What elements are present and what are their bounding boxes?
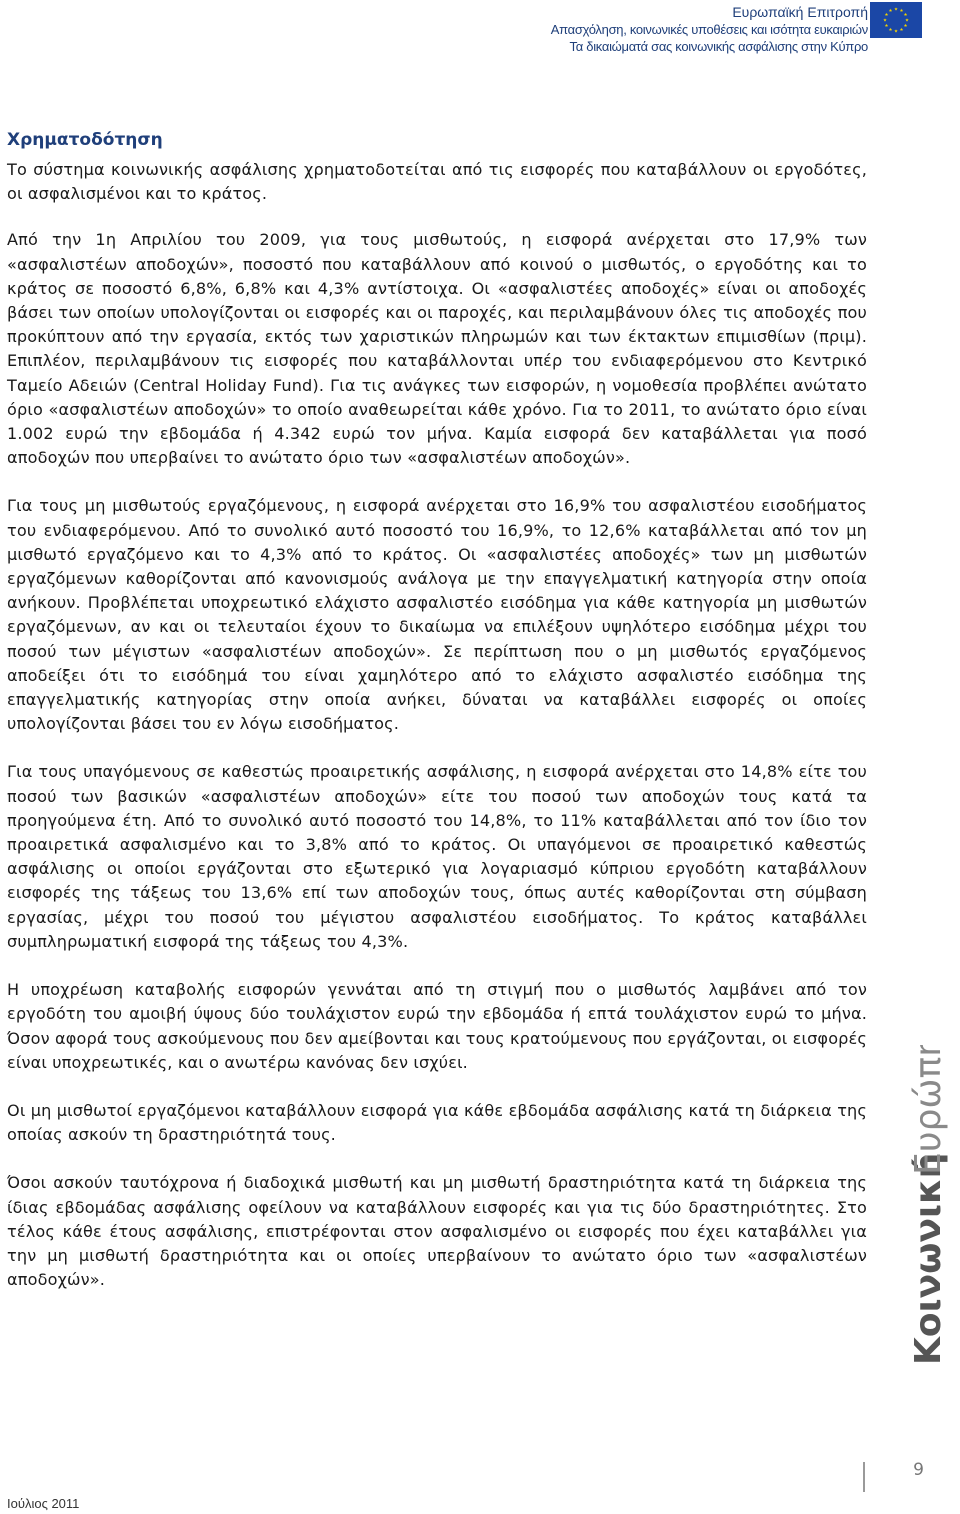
footer-date: Ιούλιος 2011 xyxy=(7,1496,80,1511)
footer-divider-graphic xyxy=(862,1462,866,1492)
paragraph-obligation: Η υποχρέωση καταβολής εισφορών γεννάται από τη στιγμή που ο μισθωτός λαμβάνει από τον εργοδότη του αμοιβή ύψους δύο τουλάχιστον ευρώ την εβδομάδα ή επτά τουλάχιστον ευρώ το μήνα. Όσον αφορά τους ασκούμενους που δεν αμείβονται και τους κρατούμενους που εργάζονται, οι εισφορές είναι υποχρεωτικές, και ο ανωτέρω κανόνας δεν ισχύει. xyxy=(7,980,867,1072)
header-organization: Ευρωπαϊκή Επιτροπή xyxy=(732,4,868,20)
eu-flag-graphic xyxy=(870,2,922,38)
eu-flag-icon xyxy=(870,2,922,38)
side-title-word-europe: Ευρώπη xyxy=(908,1045,949,1175)
header-document-title: Τα δικαιώματά σας κοινωνικής ασφάλισης στην Κύπρο xyxy=(569,39,868,54)
header-directorate: Απασχόληση, κοινωνικές υποθέσεις και ισότητα ευκαιριών xyxy=(550,22,868,37)
paragraph-self-employed-weekly: Οι μη μισθωτοί εργαζόμενοι καταβάλλουν εισφορά για κάθε εβδομάδα ασφάλισης κατά τη διάρκεια της οποίας ασκούν τη δραστηριότητά τους. xyxy=(7,1100,867,1145)
paragraph-dual-activity: Όσοι ασκούν ταυτόχρονα ή διαδοχικά μισθωτή και μη μισθωτή δραστηριότητα κατά τη διάρκεια της ίδιας εβδομάδας ασφάλισης οφείλουν να καταβάλλουν εισφορές και για τις δύο δραστηριότητες. Στο τέλος κάθε έτους ασφάλισης, επιστρέφονται στον ασφαλισμένο οι εισφορές που έχει καταβάλλει για την μη μισθωτή δραστηριότητα και οι οποίες υπερβαίνουν το ανώτατο όριο των «ασφαλιστέων αποδοχών». xyxy=(7,1173,867,1290)
side-title-word-social: Κοινωνική xyxy=(908,1152,949,1365)
paragraph-voluntary-insurance: Για τους υπαγόμενους σε καθεστώς προαιρετικής ασφάλισης, η εισφορά ανέρχεται στο 14,8% είτε του ποσού των βασικών «ασφαλιστέων αποδοχών» είτε του ποσού των αποδοχών τους κατά τα προηγούμενα έτη. Από το συνολικό αυτό ποσοστό του 14,8%, το 11% καταβάλλεται από τον ίδιο τον προαιρετικά ασφαλισμένο και το 3,8% από το κράτος. Οι υπαγόμενοι σε προαιρετικό καθεστώς ασφάλισης οι οποίοι εργάζονται στο εξωτερικό για λογαριασμό κύπριου εργοδότη καταβάλλουν εισφορές της τάξεως του 13,6% επί των αποδοχών τους, όπως αυτές καθορίζονται στη σύμβαση εργασίας, μέχρι του ποσού του μέγιστου ασφαλιστέου εισοδήματος. Το κράτος καταβάλλει συμπληρωματική εισφορά της τάξεως του 4,3%. xyxy=(7,762,867,951)
page-number: 9 xyxy=(913,1460,924,1480)
footer-divider xyxy=(862,1462,866,1492)
side-title xyxy=(870,1045,950,1365)
paragraph-employees: Από την 1η Απριλίου του 2009, για τους μισθωτούς, η εισφορά ανέρχεται στο 17,9% των «ασφαλιστέων αποδοχών», ποσοστό που καταβάλλουν από κοινού ο μισθωτός, ο εργοδότης και το κράτος σε ποσοστό 6,8%, 6,8% και 4,3% αντίστοιχα. Οι «ασφαλιστέες αποδοχές» είναι οι αποδοχές βάσει των οποίων υπολογίζονται οι εισφορές και οι παροχές, και περιλαμβάνουν όλες τις αποδοχές που προκύπτουν από την εργασία, εκτός των χαριστικών πληρωμών και των έκτακτων επιμισθίων (πριμ). Επιπλέον, περιλαμβάνουν τις εισφορές που καταβάλλονται υπέρ του ενδιαφερόμενου στο Κεντρικό Ταμείο Αδειών (Central Holiday Fund). Για τις ανάγκες των εισφορών, η νομοθεσία προβλέπει ανώτατο όριο «ασφαλιστέων αποδοχών» το οποίο αναθεωρείται κάθε χρόνο. Για το 2011, το ανώτατο όριο είναι 1.002 ευρώ την εβδομάδα ή 4.342 ευρώ τον μήνα. Καμία εισφορά δεν καταβάλλεται για ποσό αποδοχών που υπερβαίνει το ανώτατο όριο των «ασφαλιστέων αποδοχών». xyxy=(7,230,867,468)
main-content xyxy=(7,130,867,1316)
side-title-graphic xyxy=(870,1045,950,1365)
section-heading: Χρηματοδότηση xyxy=(7,130,163,150)
paragraph-self-employed: Για τους μη μισθωτούς εργαζόμενους, η εισφορά ανέρχεται στο 16,9% του ασφαλιστέου εισοδήματος του ενδιαφερόμενου. Από το συνολικό αυτό ποσοστό του 16,9%, το 12,6% καταβάλλεται από τον μη μισθωτό εργαζόμενο και το 4,3% από το κράτος. Οι «ασφαλιστέες αποδοχές» των μη μισθωτών εργαζόμενων καθορίζονται από κανονισμούς ανάλογα με την επαγγελματική κατηγορία στην οποία ανήκουν. Προβλέπεται υποχρεωτικό ελάχιστο ασφαλιστέο εισόδημα για κάθε κατηγορία μη μισθωτών εργαζόμενων, αν και οι τελευταίοι έχουν το δικαίωμα να επιλέξουν υψηλότερο εισόδημα μέχρι του ποσού των μέγιστων «ασφαλιστέων αποδοχών». Σε περίπτωση που ο μη μισθωτός εργαζόμενος αποδείξει ότι το εισόδημά του είναι χαμηλότερο από το ελάχιστο ασφαλιστέο εισόδημα της επαγγελματικής κατηγορίας στην οποία ανήκει, δύναται να καταβάλλει εισφορές οι οποίες υπολογίζονται βάσει του εν λόγω εισοδήματος. xyxy=(7,496,867,734)
header-text xyxy=(551,4,868,55)
paragraph-funding-intro: Το σύστημα κοινωνικής ασφάλισης χρηματοδοτείται από τις εισφορές που καταβάλλουν οι εργοδότες, οι ασφαλισμένοι και το κράτος. xyxy=(7,160,867,204)
page-header xyxy=(0,0,960,60)
